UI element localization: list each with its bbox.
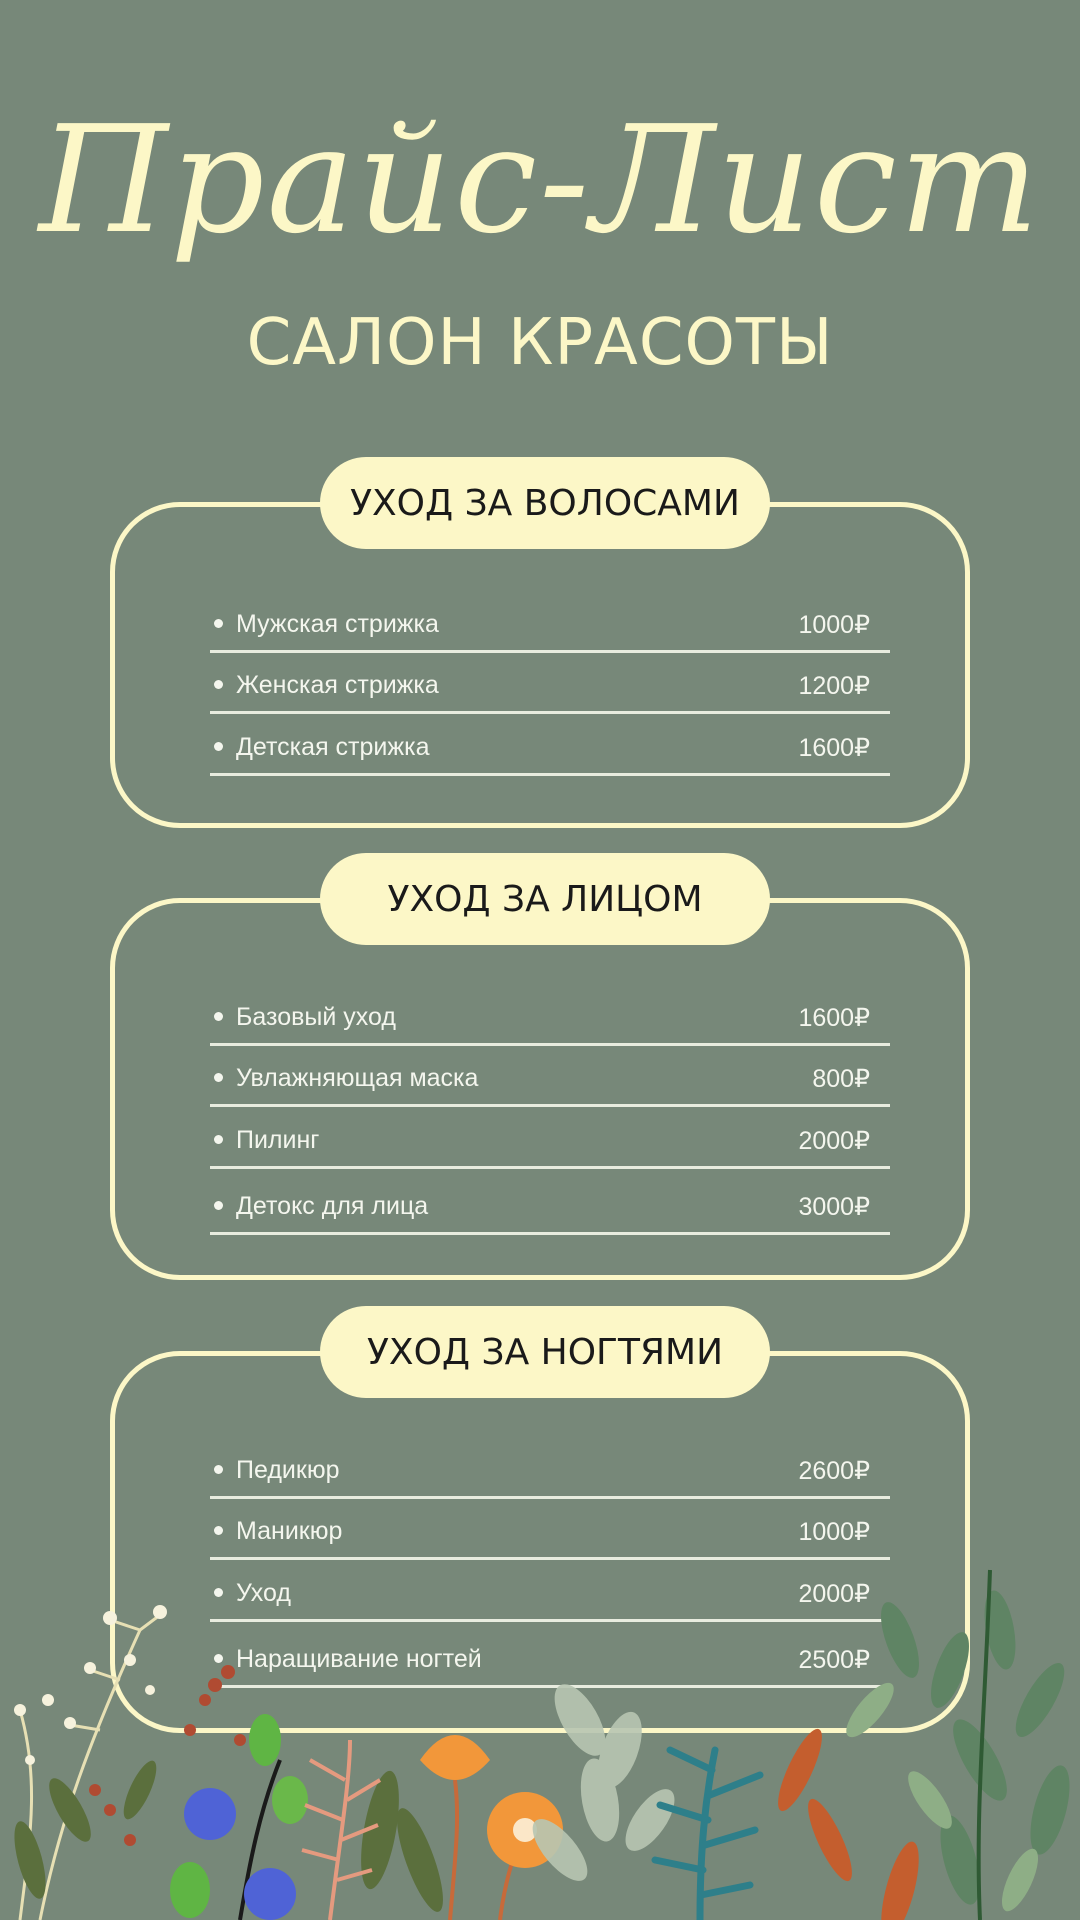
service-price: 2000₽ xyxy=(798,1580,870,1608)
price-row xyxy=(210,995,890,1046)
section-title-hair-care: УХОД ЗА ВОЛОСАМИ xyxy=(320,457,770,549)
bullet-icon xyxy=(214,1465,223,1474)
bullet-icon xyxy=(214,619,223,628)
service-name: Женская стрижка xyxy=(236,671,439,699)
section-title-face-care: УХОД ЗА ЛИЦОМ xyxy=(320,853,770,945)
service-name: Пилинг xyxy=(236,1126,320,1154)
service-price: 1600₽ xyxy=(798,734,870,762)
service-price: 2000₽ xyxy=(798,1127,870,1155)
service-price: 2600₽ xyxy=(798,1457,870,1485)
price-row xyxy=(210,1448,890,1499)
service-name: Педикюр xyxy=(236,1456,340,1484)
service-price: 800₽ xyxy=(812,1065,870,1093)
floral-decoration xyxy=(0,1560,1080,1920)
price-row xyxy=(210,602,890,653)
section-hair-care xyxy=(110,482,970,828)
service-name: Наращивание ногтей xyxy=(236,1645,482,1673)
service-name: Увлажняющая маска xyxy=(236,1064,479,1092)
bullet-icon xyxy=(214,1526,223,1535)
service-price: 2500₽ xyxy=(798,1646,870,1674)
bullet-icon xyxy=(214,1012,223,1021)
bullet-icon xyxy=(214,742,223,751)
service-price: 1000₽ xyxy=(798,1518,870,1546)
service-name: Мужская стрижка xyxy=(236,610,439,638)
price-row xyxy=(210,663,890,714)
bullet-icon xyxy=(214,1073,223,1082)
price-row xyxy=(210,1509,890,1560)
page-title: Прайс-Лист xyxy=(38,94,1042,266)
price-row xyxy=(210,1056,890,1107)
page-subtitle: САЛОН КРАСОТЫ xyxy=(246,306,834,380)
service-name: Маникюр xyxy=(236,1517,343,1545)
price-row xyxy=(210,1118,890,1169)
section-face-care xyxy=(110,878,970,1280)
bullet-icon xyxy=(214,1201,223,1210)
price-row xyxy=(210,1184,890,1235)
service-name: Детокс для лица xyxy=(236,1192,429,1220)
bullet-icon xyxy=(214,1135,223,1144)
service-price: 3000₽ xyxy=(798,1193,870,1221)
section-title-nail-care: УХОД ЗА НОГТЯМИ xyxy=(320,1306,770,1398)
service-price: 1200₽ xyxy=(798,672,870,700)
bullet-icon xyxy=(214,680,223,689)
price-row xyxy=(210,725,890,776)
service-name: Уход xyxy=(236,1579,291,1607)
service-name: Базовый уход xyxy=(236,1003,396,1031)
service-name: Детская стрижка xyxy=(236,733,430,761)
service-price: 1600₽ xyxy=(798,1004,870,1032)
service-price: 1000₽ xyxy=(798,611,870,639)
